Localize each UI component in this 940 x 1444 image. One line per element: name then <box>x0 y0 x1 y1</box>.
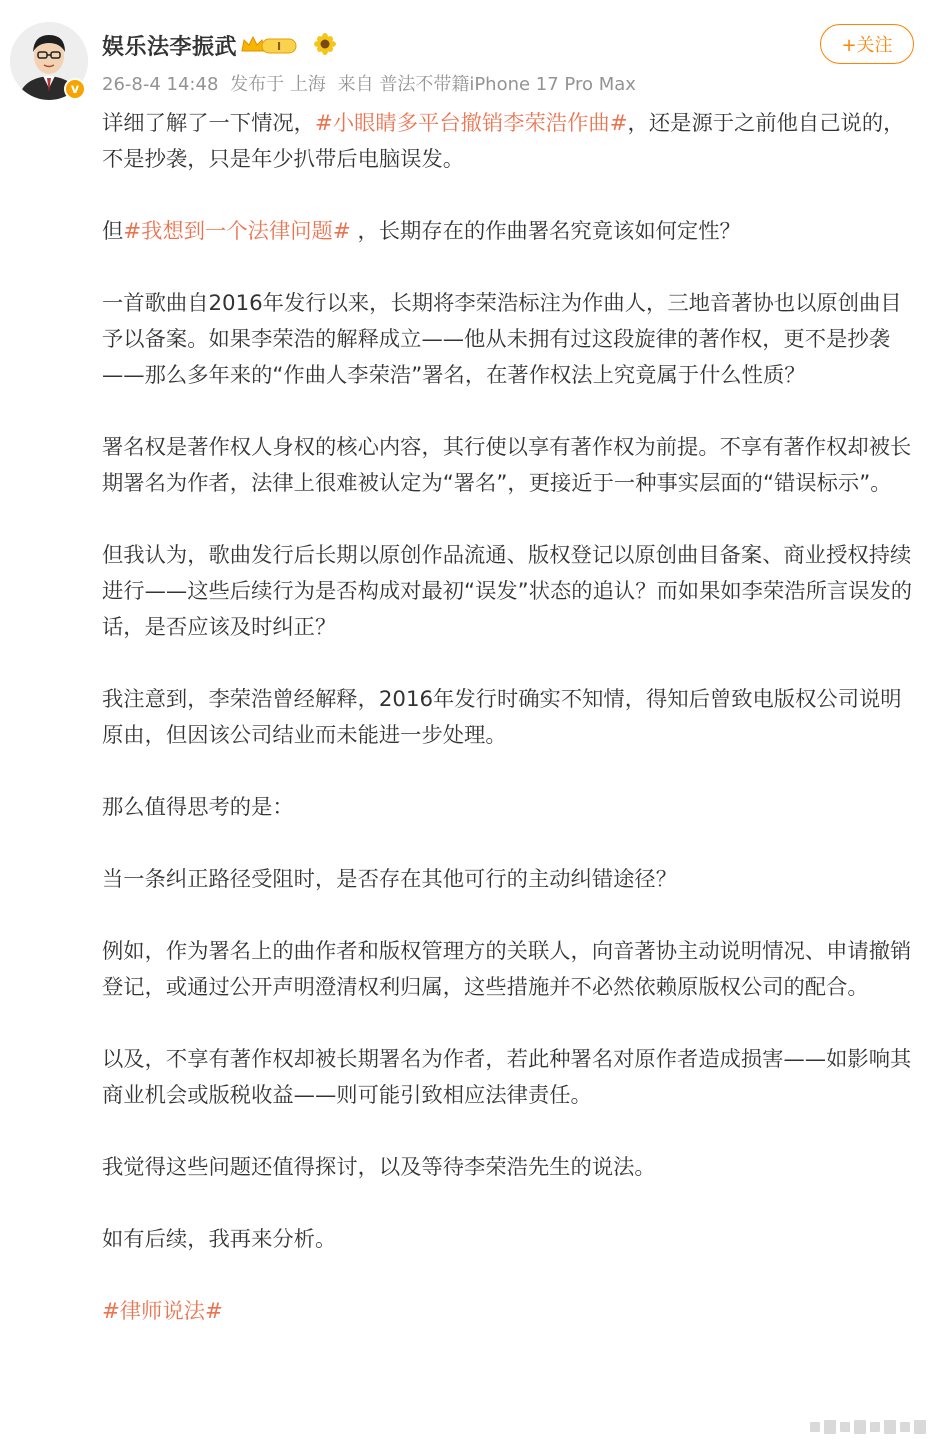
paragraph-text: 当一条纠正路径受阻时，是否存在其他可行的主动纠错途径？ <box>102 867 678 892</box>
post-paragraph <box>102 790 918 826</box>
paragraph-text: ，还是源于之前他自己说的，不是抄袭，只是年少扒带后电脑误发。 <box>102 111 905 172</box>
post-paragraph <box>102 214 918 250</box>
paragraph-text: 例如，作为署名上的曲作者和版权管理方的关联人，向音著协主动说明情况、申请撤销登记，或通过公开声明澄清权利归属，这些措施并不必然依赖原版权公司的配合。 <box>102 939 912 1000</box>
post-source: 来自 普法不带籍iPhone 17 Pro Max <box>337 74 636 95</box>
hashtag-link[interactable]: #我想到一个法律问题# <box>123 219 351 244</box>
paragraph-text: 但 <box>102 219 124 244</box>
crown-level-letter: I <box>276 40 282 53</box>
paragraph-text: 那么值得思考的是： <box>102 795 294 820</box>
follow-label: +关注 <box>841 35 893 56</box>
watermark <box>808 1416 928 1438</box>
paragraph-text: 如有后续，我再来分析。 <box>102 1227 337 1252</box>
paragraph-text: 署名权是著作权人身权的核心内容，其行使以享有著作权为前提。不享有著作权却被长期署名为作者，法律上很难被认定为“署名”，更接近于一种事实层面的“错误标示”。 <box>102 435 912 496</box>
author-name[interactable]: 娱乐法李振武 <box>102 35 238 60</box>
paragraph-text: 以及，不享有著作权却被长期署名为作者，若此种署名对原作者造成损害——如影响其商业机会或版税收益——则可能引致相应法律责任。 <box>102 1047 912 1108</box>
crown-level-icon[interactable] <box>240 34 298 56</box>
post-paragraph <box>102 538 918 646</box>
post-paragraph <box>102 1294 918 1330</box>
paragraph-text: 但我认为，歌曲发行后长期以原创作品流通、版权登记以原创曲目备案、商业授权持续进行——这些后续行为是否构成对最初“误发”状态的追认？而如果如李荣浩所言误发的话，是否应该及时纠正？ <box>102 543 913 640</box>
post-paragraph <box>102 286 918 394</box>
post-time[interactable]: 26-8-4 14:48 <box>102 74 219 95</box>
post-paragraph <box>102 430 918 502</box>
post-meta <box>102 70 642 96</box>
post-paragraph <box>102 862 918 898</box>
paragraph-text: 我注意到，李荣浩曾经解释，2016年发行时确实不知情，得知后曾致电版权公司说明原由，但因该公司结业而未能进一步处理。 <box>102 687 902 748</box>
verified-v-icon: v <box>64 78 86 100</box>
post-body <box>102 106 918 1366</box>
post-paragraph <box>102 106 918 178</box>
post-paragraph <box>102 682 918 754</box>
post-paragraph <box>102 1042 918 1114</box>
paragraph-text: 我觉得这些问题还值得探讨，以及等待李荣浩先生的说法。 <box>102 1155 656 1180</box>
post-paragraph <box>102 934 918 1006</box>
follow-button[interactable] <box>820 24 914 64</box>
paragraph-text: ，长期存在的作曲署名究竟该如何定性？ <box>350 219 741 244</box>
hashtag-link[interactable]: #律师说法# <box>102 1299 223 1324</box>
post-header <box>0 0 940 110</box>
paragraph-text: 详细了解了一下情况， <box>102 111 315 136</box>
sunflower-icon[interactable] <box>314 33 336 55</box>
hashtag-link[interactable]: #小眼睛多平台撤销李荣浩作曲# <box>314 111 628 136</box>
post-location: 发布于 上海 <box>230 74 326 95</box>
post-paragraph <box>102 1150 918 1186</box>
post-paragraph <box>102 1222 918 1258</box>
paragraph-text: 一首歌曲自2016年发行以来，长期将李荣浩标注为作曲人，三地音著协也以原创曲目予以备案。如果李荣浩的解释成立——他从未拥有过这段旋律的著作权，更不是抄袭——那么多年来的“作曲人李荣浩”署名，在著作权法上究竟属于什么性质？ <box>102 291 902 388</box>
